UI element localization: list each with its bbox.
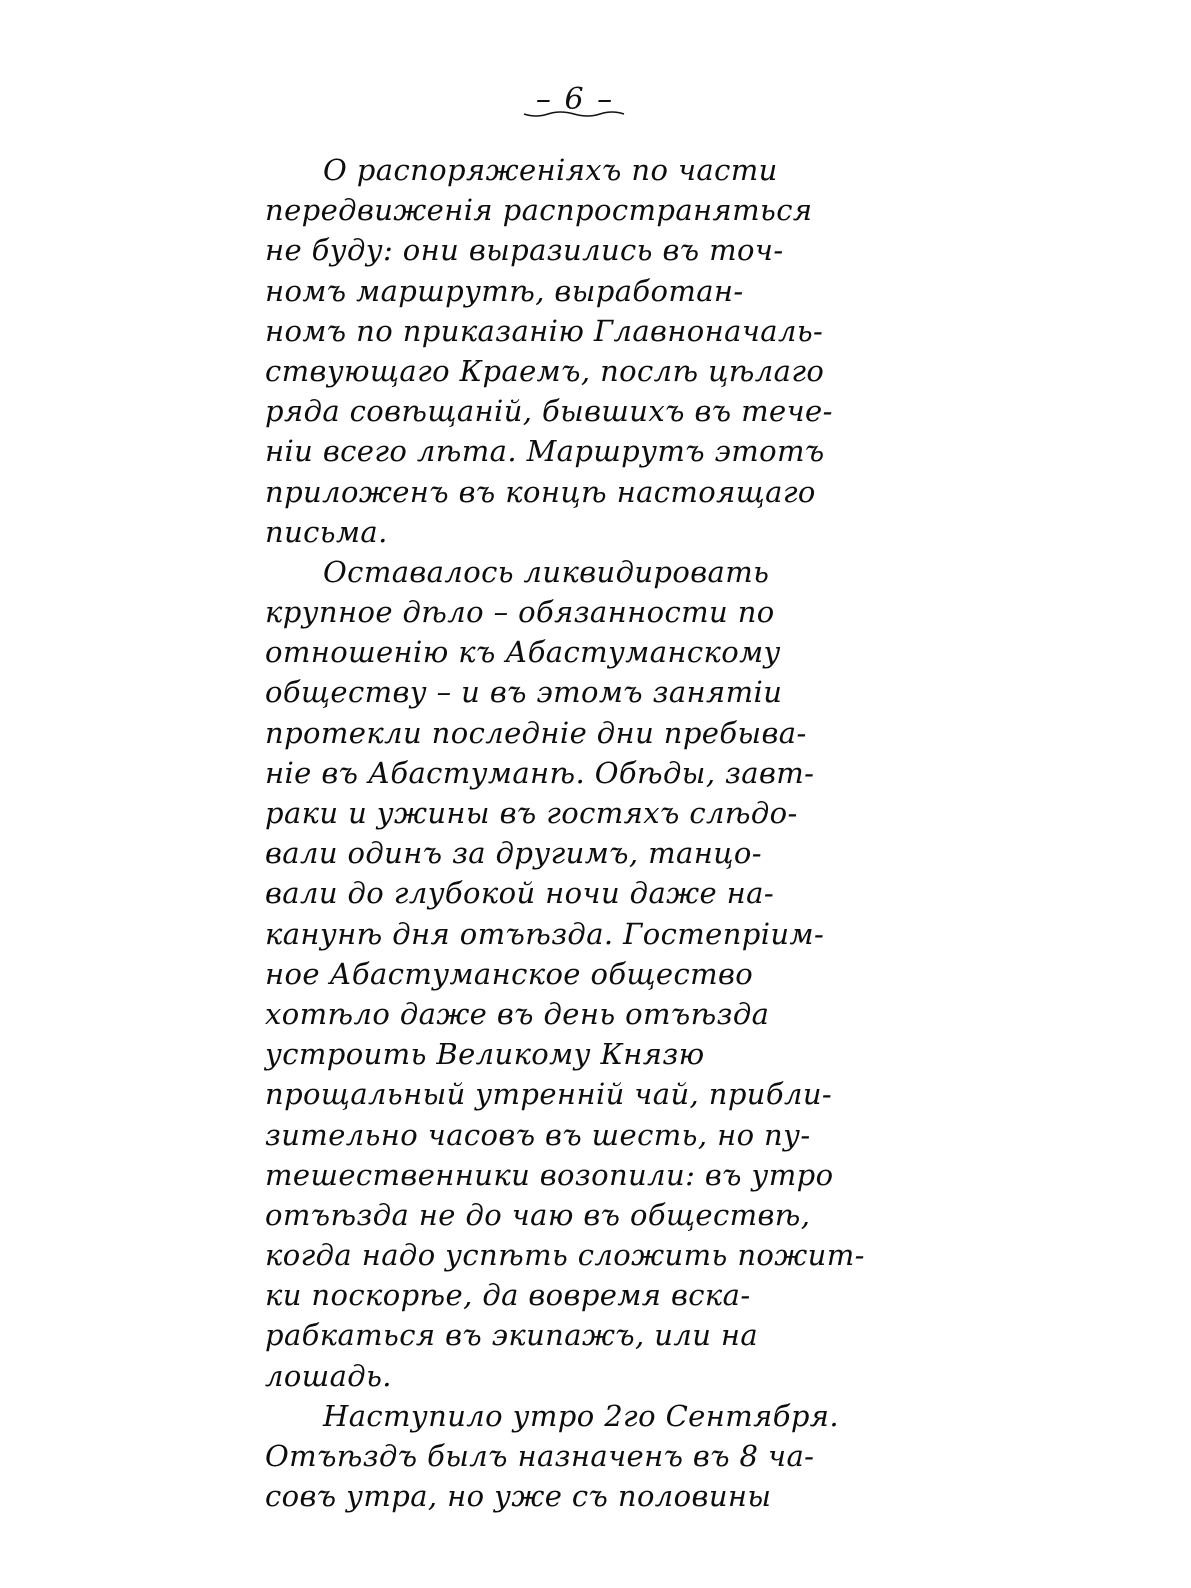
manuscript-line: ряда совѣщанiй, бывшихъ въ тече- — [265, 394, 833, 429]
manuscript-line: устроить Великому Князю — [265, 1037, 705, 1072]
manuscript-line: Оставалось ликвидировать — [323, 554, 770, 589]
manuscript-line: вали одинъ за другимъ, танцо- — [265, 836, 762, 871]
manuscript-line: вали до глубокой ночи даже на- — [265, 876, 775, 911]
manuscript-line: Наступило утро 2го Сентября. — [323, 1398, 840, 1433]
manuscript-line: обществу – и въ этомъ занятiи — [265, 675, 783, 710]
manuscript-text — [265, 150, 865, 1516]
manuscript-line: канунѣ дня отъѣзда. Гостепрiим- — [265, 916, 825, 951]
manuscript-line: зительно часовъ въ шесть, но пу- — [265, 1117, 811, 1152]
manuscript-line: когда надо успѣть сложить пожит- — [265, 1238, 865, 1273]
manuscript-line: номъ по приказанiю Главноначаль- — [265, 313, 824, 348]
page-number: – 6 – — [535, 82, 615, 117]
manuscript-line: О распоряженiяхъ по части — [323, 153, 778, 187]
page-number-underline — [522, 110, 626, 120]
manuscript-line: нiи всего лѣта. Маршрутъ этотъ — [265, 434, 825, 469]
manuscript-line: ки поскорѣе, да вовремя вска- — [265, 1278, 751, 1313]
manuscript-line: протекли последнiе дни пребыва- — [265, 715, 807, 750]
manuscript-line: Отъѣздъ былъ назначенъ въ 8 ча- — [265, 1439, 815, 1473]
manuscript-line: письма. — [265, 514, 388, 549]
manuscript-line: номъ маршрутѣ, выработан- — [265, 273, 744, 308]
manuscript-line: крупное дѣло – обязанности по — [265, 595, 775, 630]
manuscript-line: отъѣзда не до чаю въ обществѣ, — [265, 1197, 811, 1232]
manuscript-line: ное Абастуманское общество — [265, 956, 754, 991]
manuscript-line: тешественники возопили: въ утро — [265, 1157, 834, 1192]
manuscript-line: нiе въ Абастуманѣ. Обѣды, завт- — [265, 755, 815, 790]
manuscript-line: не буду: они выразились въ точ- — [265, 233, 784, 268]
manuscript-line: лошадь. — [265, 1358, 392, 1393]
manuscript-line: рабкаться въ экипажъ, или на — [265, 1318, 759, 1353]
manuscript-line: отношенiю къ Абастуманскому — [265, 635, 781, 670]
manuscript-line: совъ утра, но уже съ половины — [265, 1479, 772, 1514]
manuscript-line: прощальный утреннiй чай, прибли- — [265, 1077, 833, 1112]
manuscript-line: хотѣло даже въ день отъѣзда — [265, 996, 770, 1031]
manuscript-line: раки и ужины въ гостяхъ слѣдо- — [265, 796, 798, 830]
manuscript-line: передвиженiя распространяться — [265, 193, 813, 228]
manuscript-line: ствующаго Краемъ, послѣ цѣлаго — [265, 353, 825, 388]
manuscript-line: приложенъ въ концѣ настоящаго — [265, 474, 816, 509]
